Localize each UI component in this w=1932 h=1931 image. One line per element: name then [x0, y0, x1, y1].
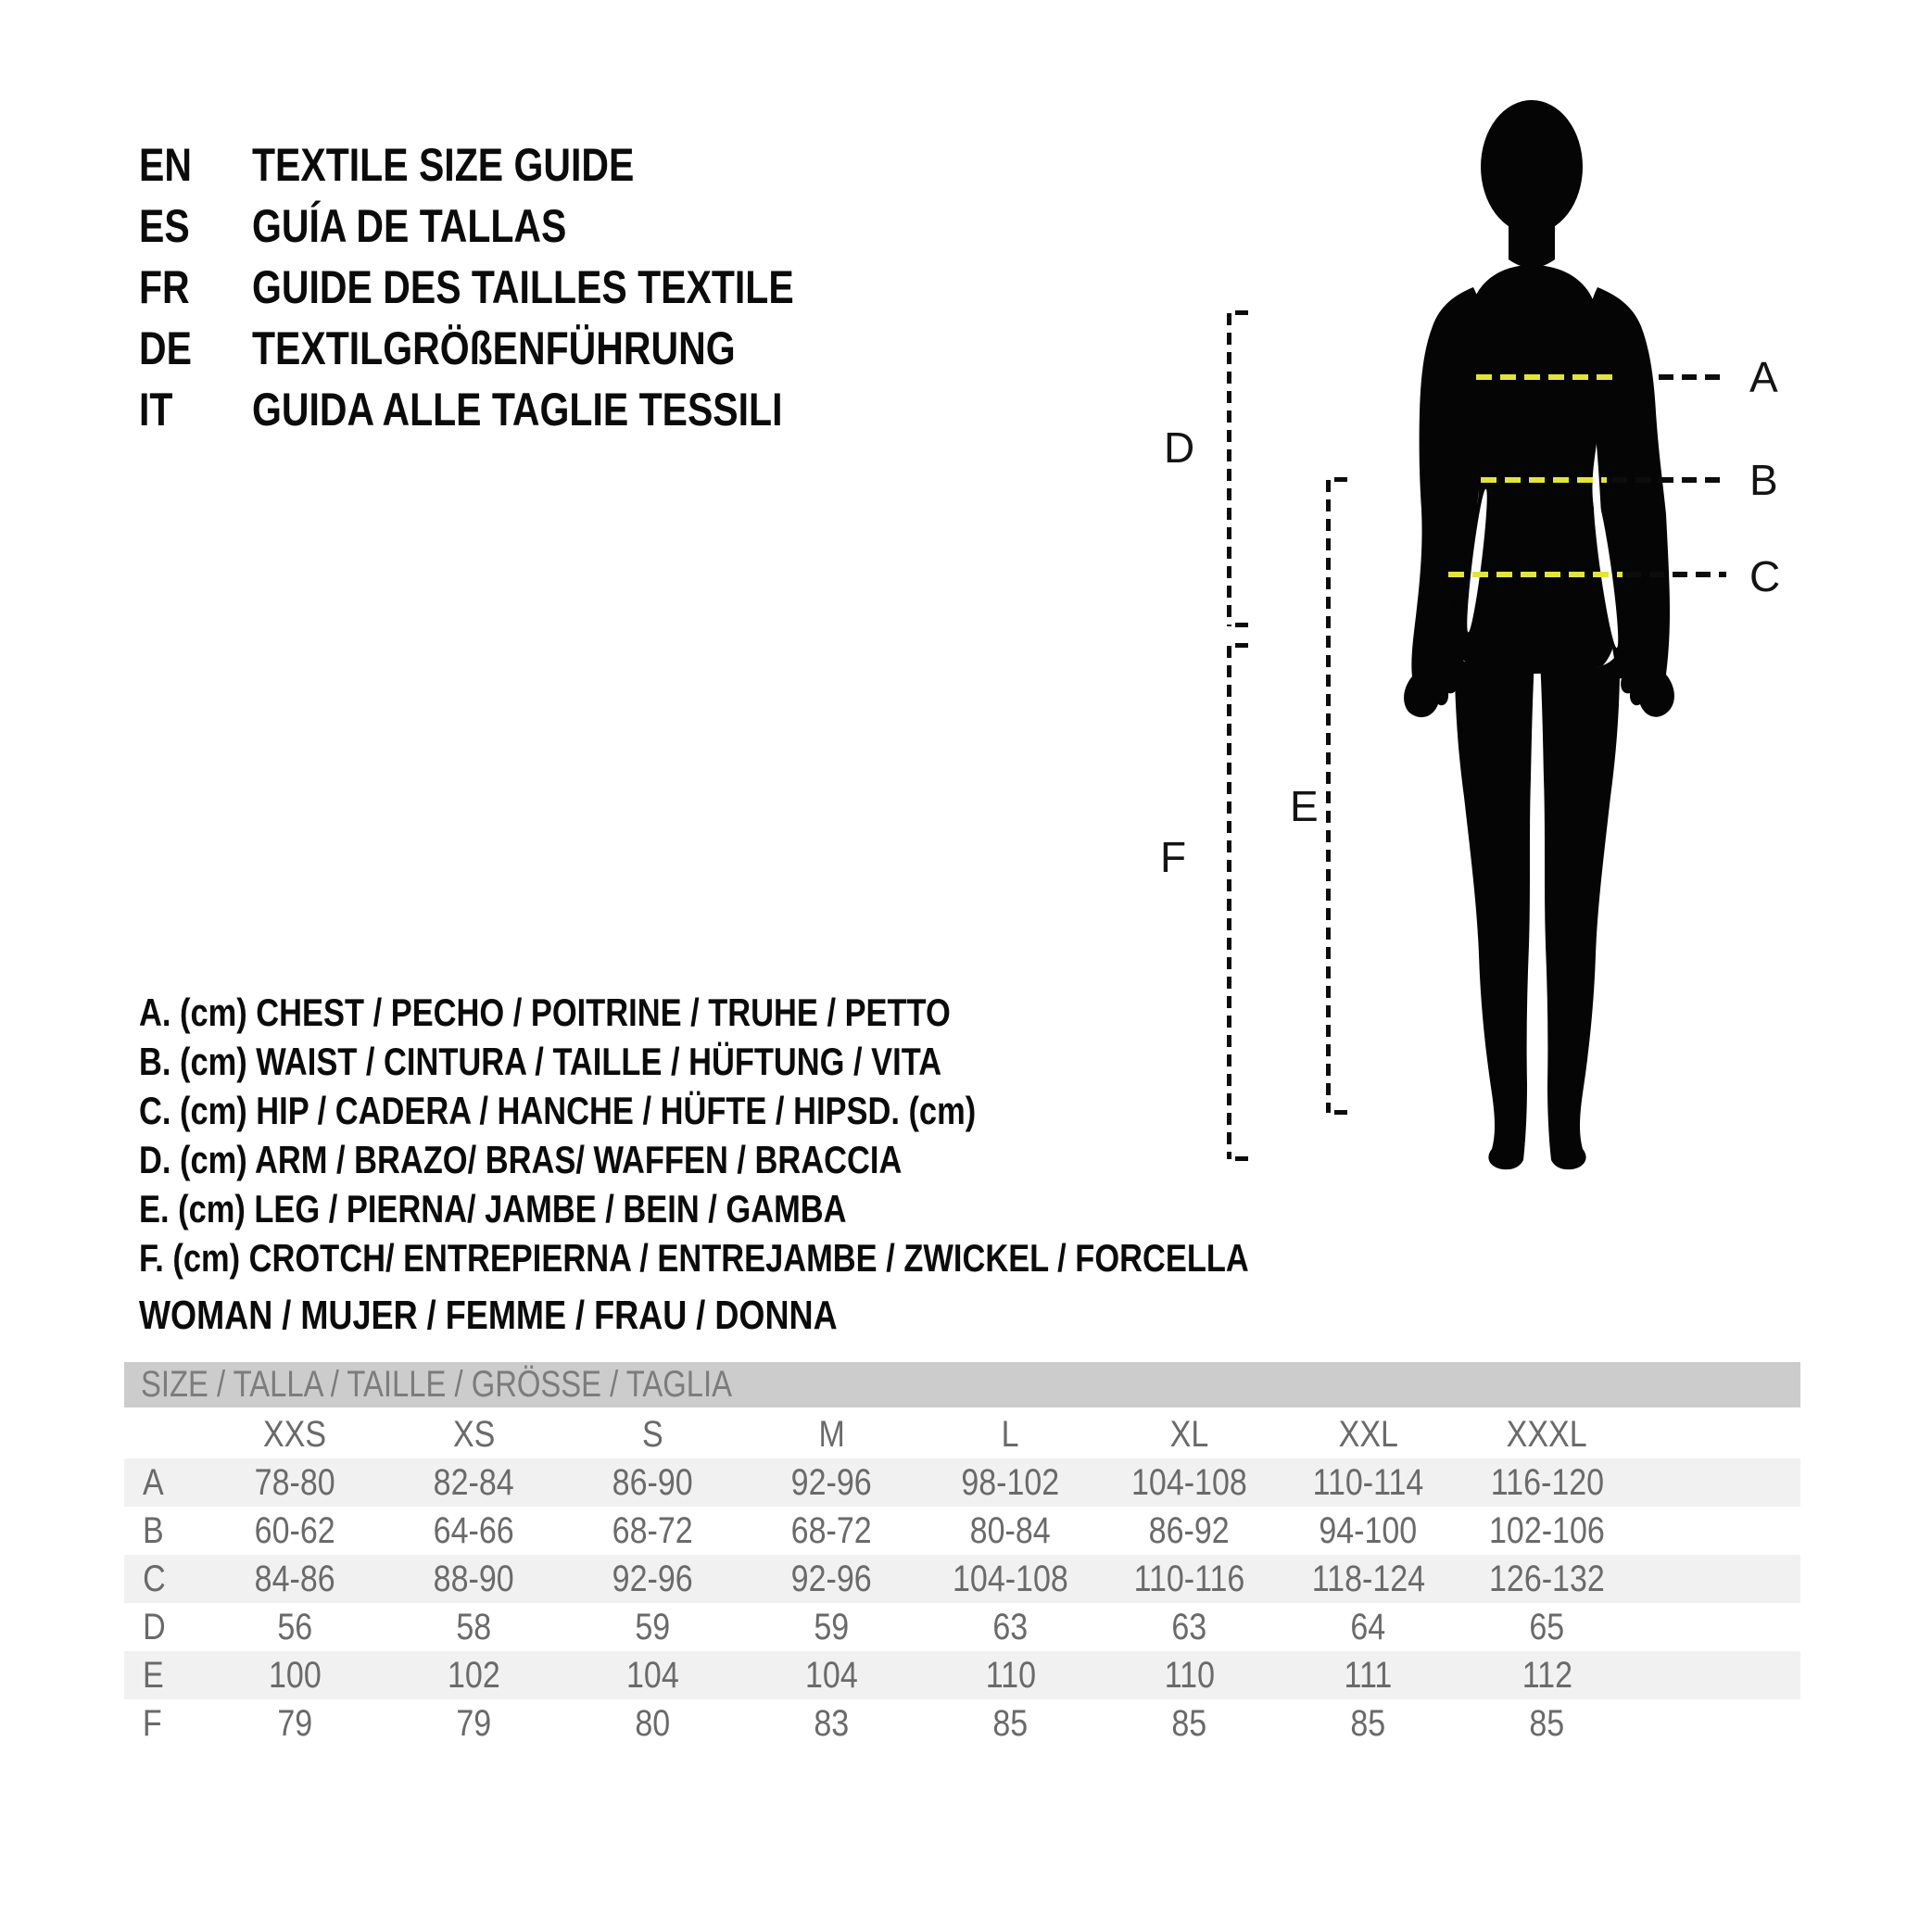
guide-title-es: GUÍA DE TALLAS: [252, 200, 567, 252]
cell-f-xxs: 79: [206, 1699, 385, 1748]
language-code: EN: [139, 139, 192, 191]
cell-a-xs: 82-84: [385, 1458, 563, 1507]
cell-e-m: 104: [742, 1651, 921, 1699]
waist-label: B: [1749, 456, 1778, 504]
legend-item-chest: A. (cm) CHEST / PECHO / POITRINE / TRUHE / PETTO: [139, 991, 951, 1034]
legend-item-waist: B. (cm) WAIST / CINTURA / TAILLE / HÜFTUNG / VITA: [139, 1040, 942, 1083]
legend-item-crotch: F. (cm) CROTCH/ ENTREPIERNA / ENTREJAMBE / ZWICKEL / FORCELLA: [139, 1236, 1249, 1280]
arm-label: D: [1164, 423, 1195, 472]
crotch-label: F: [1160, 833, 1187, 881]
cell-f-xs: 79: [385, 1699, 563, 1748]
col-header-s: S: [563, 1410, 742, 1458]
size-table: [124, 1362, 1800, 1748]
guide-title-en: TEXTILE SIZE GUIDE: [252, 139, 635, 191]
guide-title-it: GUIDA ALLE TAGLIE TESSILI: [252, 384, 783, 435]
leg-bracket-top-tick: [1334, 477, 1347, 482]
hip-leader-line: [1626, 572, 1726, 577]
crotch-bracket-bottom-tick: [1235, 1156, 1248, 1161]
arm-bracket-bottom-tick: [1235, 623, 1248, 627]
cell-b-xxl: 94-100: [1279, 1507, 1458, 1555]
guide-title-fr: GUIDE DES TAILLES TEXTILE: [252, 261, 794, 313]
cell-a-m: 92-96: [742, 1458, 921, 1507]
leg-bracket-bottom-tick: [1334, 1110, 1347, 1115]
cell-e-s: 104: [563, 1651, 742, 1699]
cell-c-xxs: 84-86: [206, 1555, 385, 1603]
cell-d-l: 63: [921, 1603, 1100, 1651]
cell-c-xl: 110-116: [1100, 1555, 1279, 1603]
cell-d-xl: 63: [1100, 1603, 1279, 1651]
cell-e-xs: 102: [385, 1651, 563, 1699]
col-header-xxxl: XXXL: [1458, 1410, 1636, 1458]
cell-b-l: 80-84: [921, 1507, 1100, 1555]
cell-a-l: 98-102: [921, 1458, 1100, 1507]
leg-label: E: [1290, 782, 1319, 830]
cell-d-xxxl: 65: [1458, 1603, 1636, 1651]
col-header-xl: XL: [1100, 1410, 1279, 1458]
chest-leader-line: [1659, 374, 1726, 380]
cell-d-s: 59: [563, 1603, 742, 1651]
cell-a-xxs: 78-80: [206, 1458, 385, 1507]
legend-item-hip: C. (cm) HIP / CADERA / HANCHE / HÜFTE / HIPSD. (cm): [139, 1089, 977, 1132]
cell-a-xxl: 110-114: [1279, 1458, 1458, 1507]
row-c-filler: [1636, 1555, 1800, 1603]
language-code: FR: [139, 261, 190, 313]
cell-c-l: 104-108: [921, 1555, 1100, 1603]
cell-f-s: 80: [563, 1699, 742, 1748]
cell-b-xs: 64-66: [385, 1507, 563, 1555]
cell-f-xl: 85: [1100, 1699, 1279, 1748]
legend-item-leg: E. (cm) LEG / PIERNA/ JAMBE / BEIN / GAMBA: [139, 1187, 847, 1231]
col-header-xxl: XXL: [1279, 1410, 1458, 1458]
legend-item-arm: D. (cm) ARM / BRAZO/ BRAS/ WAFFEN / BRACCIA: [139, 1138, 903, 1181]
cell-b-s: 68-72: [563, 1507, 742, 1555]
chest-measure-line-yellow: [1476, 374, 1617, 380]
row-e-filler: [1636, 1651, 1800, 1699]
row-b-filler: [1636, 1507, 1800, 1555]
crotch-bracket-top-tick: [1235, 643, 1248, 648]
cell-a-xxxl: 116-120: [1458, 1458, 1636, 1507]
woman-silhouette-icon: [1381, 93, 1696, 1177]
arm-measure-bracket: [1227, 313, 1231, 626]
chest-label: A: [1749, 353, 1778, 401]
header-empty-cell: [124, 1410, 206, 1458]
row-label-c: C: [124, 1555, 206, 1603]
row-label-e: E: [124, 1651, 206, 1699]
size-table-title: SIZE / TALLA / TAILLE / GRÖSSE / TAGLIA: [141, 1364, 733, 1405]
woman-silhouette-figure: [1381, 93, 1696, 1177]
cell-f-l: 85: [921, 1699, 1100, 1748]
cell-d-m: 59: [742, 1603, 921, 1651]
cell-b-m: 68-72: [742, 1507, 921, 1555]
cell-c-s: 92-96: [563, 1555, 742, 1603]
cell-b-xl: 86-92: [1100, 1507, 1279, 1555]
cell-e-xxl: 111: [1279, 1651, 1458, 1699]
language-code: IT: [139, 384, 173, 435]
cell-d-xxl: 64: [1279, 1603, 1458, 1651]
col-header-l: L: [921, 1410, 1100, 1458]
header-filler-cell: [1636, 1410, 1800, 1458]
cell-c-xxl: 118-124: [1279, 1555, 1458, 1603]
size-table-title-band: [124, 1362, 1800, 1407]
cell-c-xs: 88-90: [385, 1555, 563, 1603]
row-d-filler: [1636, 1603, 1800, 1651]
col-header-xxs: XXS: [206, 1410, 385, 1458]
col-header-m: M: [742, 1410, 921, 1458]
row-a-filler: [1636, 1458, 1800, 1507]
cell-a-s: 86-90: [563, 1458, 742, 1507]
language-code: ES: [139, 200, 190, 252]
arm-bracket-top-tick: [1235, 310, 1248, 315]
row-label-f: F: [124, 1699, 206, 1748]
cell-c-m: 92-96: [742, 1555, 921, 1603]
waist-leader-line: [1612, 477, 1726, 483]
cell-e-xl: 110: [1100, 1651, 1279, 1699]
language-code: DE: [139, 322, 192, 374]
cell-f-xxl: 85: [1279, 1699, 1458, 1748]
guide-title-de: TEXTILGRÖßENFÜHRUNG: [252, 322, 736, 374]
cell-e-xxxl: 112: [1458, 1651, 1636, 1699]
cell-a-xl: 104-108: [1100, 1458, 1279, 1507]
row-label-a: A: [124, 1458, 206, 1507]
hip-label: C: [1749, 552, 1781, 600]
row-label-d: D: [124, 1603, 206, 1651]
hip-measure-line-yellow: [1448, 572, 1623, 577]
cell-d-xxs: 56: [206, 1603, 385, 1651]
cell-b-xxs: 60-62: [206, 1507, 385, 1555]
row-f-filler: [1636, 1699, 1800, 1748]
cell-d-xs: 58: [385, 1603, 563, 1651]
waist-measure-line-yellow: [1481, 477, 1607, 483]
cell-c-xxxl: 126-132: [1458, 1555, 1636, 1603]
cell-f-m: 83: [742, 1699, 921, 1748]
gender-section-title: WOMAN / MUJER / FEMME / FRAU / DONNA: [139, 1293, 838, 1338]
col-header-xs: XS: [385, 1410, 563, 1458]
cell-e-xxs: 100: [206, 1651, 385, 1699]
crotch-measure-bracket: [1227, 646, 1231, 1159]
cell-e-l: 110: [921, 1651, 1100, 1699]
cell-b-xxxl: 102-106: [1458, 1507, 1636, 1555]
leg-measure-bracket: [1326, 480, 1331, 1113]
row-label-b: B: [124, 1507, 206, 1555]
cell-f-xxxl: 85: [1458, 1699, 1636, 1748]
